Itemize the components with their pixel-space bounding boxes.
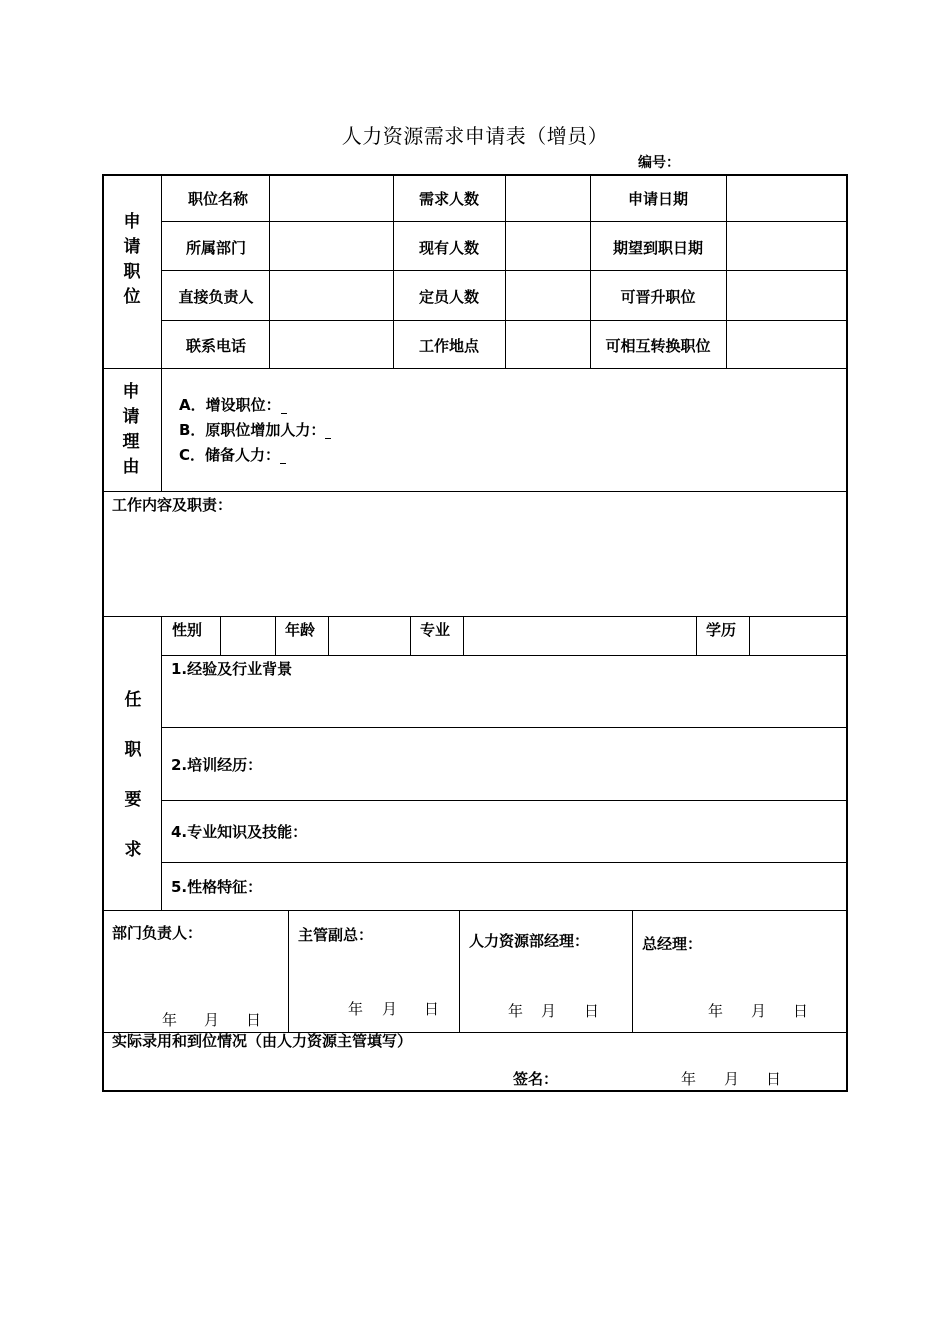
row-divider [162,320,846,321]
row-divider [162,727,846,728]
major-label: 专业 [420,621,451,639]
column-divider [505,176,506,368]
row-divider [162,221,846,222]
gender-label: 性别 [172,621,203,639]
experience-label: 1.经验及行业背景 [171,660,293,678]
reason-option-new-position[interactable]: A．增设职位： [179,396,287,414]
column-divider [726,176,727,368]
reason-section-label: 申 请 理 由 [122,382,140,477]
reason-option-add-staff[interactable]: B．原职位增加人力： [179,421,331,439]
row-divider [162,800,846,801]
form-table [102,174,848,1092]
apply-date-label: 申请日期 [627,190,689,208]
reason-option-reserve[interactable]: C．储备人力： [179,446,286,464]
dept-head-label: 部门负责人： [112,924,203,942]
requirements-section-label: 任 职 要 求 [124,690,142,860]
headcount-needed-label: 需求人数 [418,190,480,208]
column-divider [220,616,221,655]
contact-phone-label: 联系电话 [185,337,247,355]
column-divider [328,616,329,655]
work-location-label: 工作地点 [418,337,480,355]
duties-label: 工作内容及职责： [112,496,233,514]
page-title: 人力资源需求申请表（增员） [341,124,609,148]
column-divider [410,616,411,655]
current-headcount-label: 现有人数 [418,239,480,257]
column-divider [749,616,750,655]
transferable-position-label: 可相互转换职位 [605,337,711,355]
expected-start-date-label: 期望到职日期 [612,239,704,257]
signature-label: 签名： [513,1070,559,1088]
row-divider [162,655,846,656]
column-divider [161,616,162,910]
column-divider [288,910,289,1032]
section-divider [104,491,846,492]
column-divider [463,616,464,655]
actual-hiring-label: 实际录用和到位情况（由人力资源主管填写） [112,1032,413,1050]
personality-label: 5.性格特征： [171,878,263,896]
column-divider [269,176,270,368]
general-manager-label: 总经理： [642,935,703,953]
vice-president-label: 主管副总： [298,926,374,944]
column-divider [393,176,394,368]
section-divider [104,368,846,369]
column-divider [696,616,697,655]
row-divider [162,862,846,863]
direct-supervisor-label: 直接负责人 [178,288,254,306]
column-divider [590,176,591,368]
promotion-position-label: 可晋升职位 [620,288,696,306]
serial-number-label: 编号： [638,155,680,171]
job-title-label: 职位名称 [187,190,249,208]
age-label: 年龄 [285,621,316,639]
position-section-label: 申 请 职 位 [123,212,141,307]
hr-manager-label: 人力资源部经理： [469,932,590,950]
authorized-headcount-label: 定员人数 [418,288,480,306]
education-label: 学历 [706,621,737,639]
training-label: 2.培训经历： [171,756,263,774]
row-divider [162,270,846,271]
column-divider [459,910,460,1032]
column-divider [275,616,276,655]
skills-label: 4.专业知识及技能： [171,823,308,841]
section-divider [104,616,846,617]
column-divider [161,176,162,491]
department-label: 所属部门 [185,239,247,257]
column-divider [632,910,633,1032]
section-divider [104,910,846,911]
